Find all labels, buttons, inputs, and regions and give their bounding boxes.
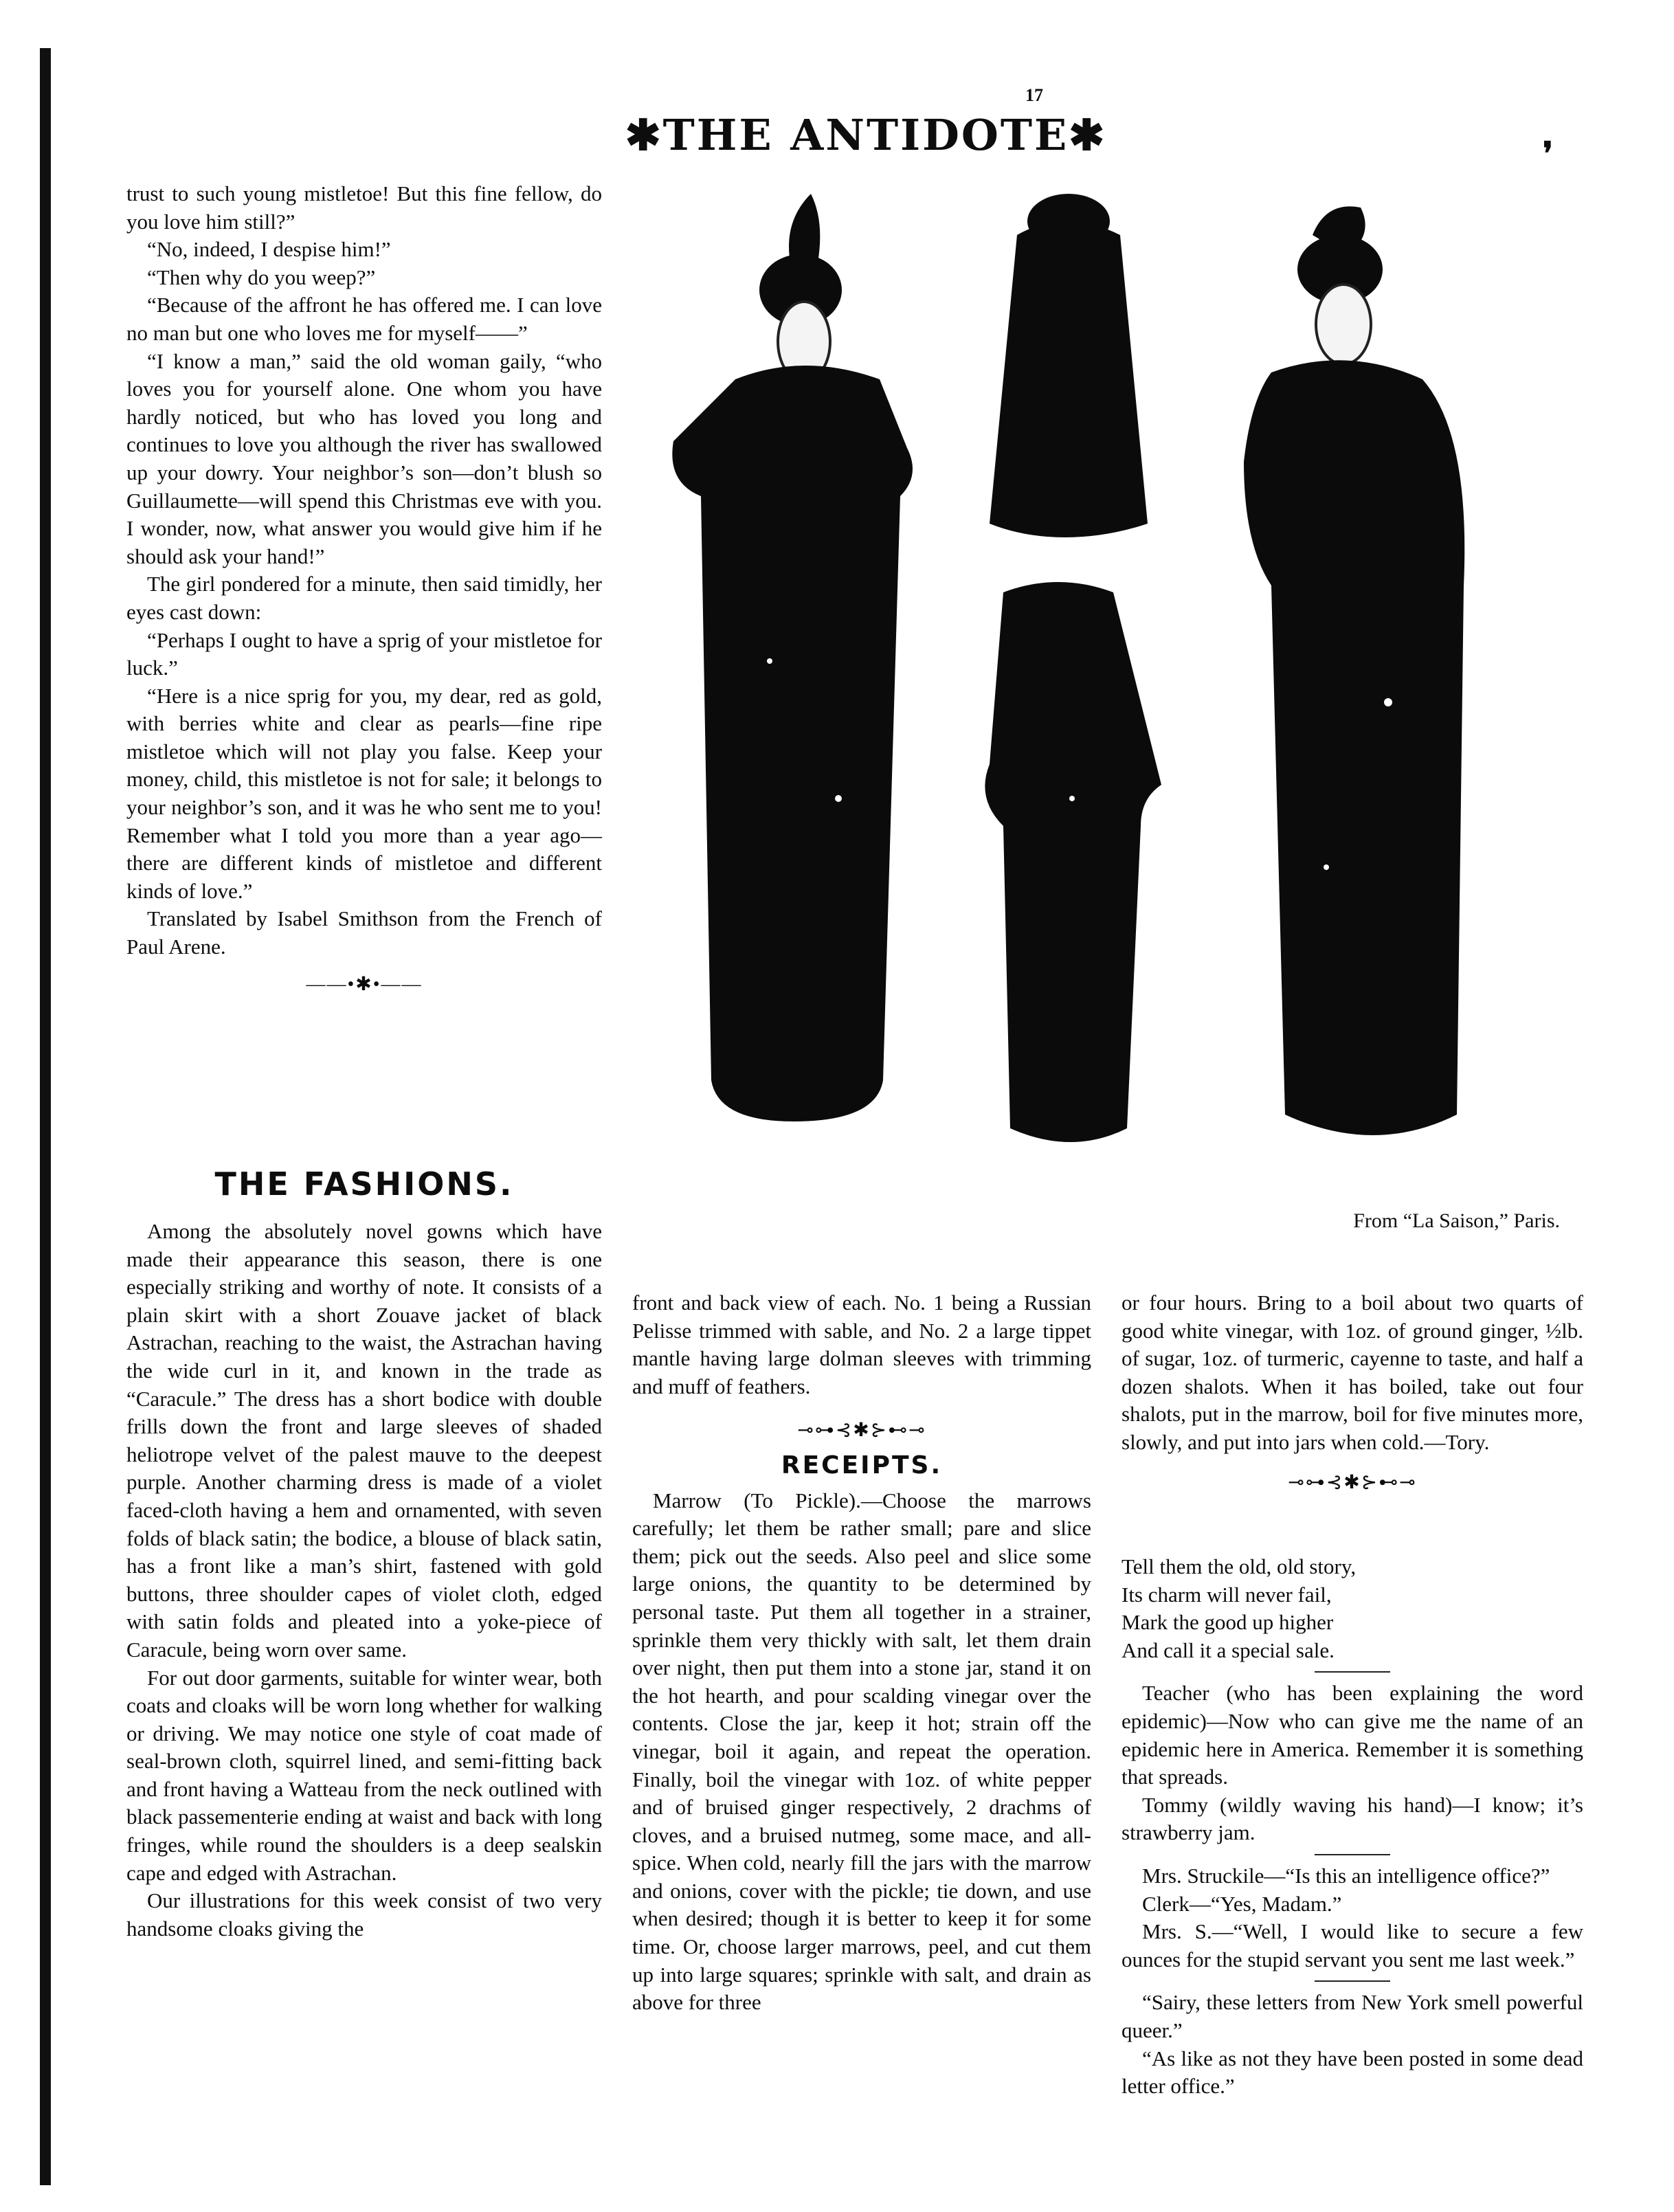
joke-line: Clerk—“Yes, Madam.”: [1142, 1891, 1342, 1916]
fashions-heading: THE FASHIONS.: [214, 1165, 514, 1203]
column-three: [1121, 1289, 1583, 1509]
masthead-title: ✱THE ANTIDOTE✱: [625, 110, 1107, 160]
story-paragraph: “Then why do you weep?”: [147, 265, 376, 289]
story-continuation: [126, 180, 602, 998]
article-paragraph: Our illustrations for this week consist of two very handsome cloaks giving the: [126, 1888, 602, 1941]
humor-column: [1121, 1553, 1583, 2101]
joke-line: Mrs. Struckile—“Is this an intelligence office?”: [1142, 1863, 1550, 1888]
divider-rule: [1315, 1671, 1390, 1673]
verse-line: Mark the good up higher: [1121, 1610, 1334, 1635]
recipe-text: Marrow (To Pickle).—Choose the marrows carefully; let them be rather small; pare and slice them; pick out the seeds. Also peel and slice some large onions, the quantity to be determined by personal taste. Put them all together in a strainer, sprinkle them very thickly with salt, let them drain over night, then put them into a stone jar, stand it on the hot hearth, and pour scalding vinegar over the contents. Close the jar, keep it hot; strain off the vinegar, boil it again, and repeat the operation. Finally, boil the vinegar with 1oz. of white pepper and of bruised ginger respectively, 2 drachms of cloves, and a bruised nutmeg, some mace, and all-spice. When cold, nearly fill the jars with the marrow and onions, cover with the pickle; tie down, and use when desired; though it is better to keep it for some time. Or, choose larger marrows, peel, and cut them up into large squares; sprinkle with salt, and drain as above for three: [632, 1488, 1091, 2015]
story-paragraph: “I know a man,” said the old woman gaily, “who loves you for yourself alone. One whom you have hardly noticed, but who has loved you long and continues to love you although the river has swallowed up your dowry. Your neighbor’s son—don’t blush so Guillaumette—will spend this Christmas eve with you. I wonder, now, what answer you would give him if he should ask your hand!”: [126, 348, 602, 568]
joke-line: Mrs. S.—“Well, I would like to secure a few ounces for the stupid servant you sent me last week.”: [1121, 1919, 1583, 1971]
fashions-article: [126, 1218, 602, 1943]
joke-line: Tommy (wildly waving his hand)—I know; it’s strawberry jam.: [1121, 1792, 1583, 1845]
verse: [1121, 1553, 1583, 1664]
ornament-divider: ——•✱•——: [306, 973, 423, 995]
joke-line: “Sairy, these letters from New York smell powerful queer.”: [1121, 1990, 1583, 2042]
cloaks-illustration: [632, 180, 1581, 1183]
page-number: 17: [1025, 85, 1043, 105]
joke-line: Teacher (who has been explaining the word epidemic)—Now who can give me the name of an epidemic here in America. Remember it is something that spreads.: [1121, 1681, 1583, 1789]
story-paragraph: The girl pondered for a minute, then said timidly, her eyes cast down:: [126, 572, 602, 624]
ornament-divider: ⊸⊶⊰✱⊱⊷⊸: [797, 1420, 926, 1442]
story-credit: Translated by Isabel Smithson from the French of Paul Arene.: [126, 906, 602, 959]
receipts-heading: RECEIPTS.: [781, 1451, 943, 1479]
article-paragraph: For out door garments, suitable for winter wear, both coats and cloaks will be worn long whether for walking or driving. We may notice one style of coat made of seal-brown cloth, squirrel lined, and semi-fitting back and front having a Watteau from the neck outlined with black passementerie ending at waist and back with long fringes, while round the shoulders is a deep sealskin cape and edged with Astrachan.: [126, 1665, 602, 1885]
margin-mark: ❜: [1543, 136, 1553, 171]
column-two: [632, 1289, 1091, 2017]
verse-line: And call it a special sale.: [1121, 1638, 1335, 1662]
ornament-divider: ⊸⊶⊰✱⊱⊷⊸: [1288, 1471, 1417, 1493]
recipe-continuation: or four hours. Bring to a boil about two quarts of good white vinegar, with 1oz. of ground ginger, ½lb. of sugar, 1oz. of turmeric, cayenne to taste, and half a dozen shalots. When it has boiled, take out four shalots, put in the marrow, boil for five minutes more, slowly, and put into jars when cold.—Tory.: [1121, 1291, 1583, 1454]
verse-line: Its charm will never fail,: [1121, 1582, 1332, 1607]
divider-rule: [1315, 1854, 1390, 1855]
article-continuation: front and back view of each. No. 1 being a Russian Pelisse trimmed with sable, and No. 2 a large tippet mantle having large dolman sleeves with trimming and muff of feathers.: [632, 1291, 1091, 1398]
article-paragraph: Among the absolutely novel gowns which have made their appearance this season, there is one especially striking and worthy of note. It consists of a plain skirt with a short Zouave jacket of black Astrachan, reaching to the waist, the Astrachan having the wide curl in it, and known in the trade as “Caracule.” The dress has a short bodice with double frills down the front and large sleeves of shaded heliotrope velvet of the palest mauve to the deepest purple. Another charming dress is made of a violet faced-cloth having a hem and ornamented, with seven folds of black satin; the bodice, a blouse of black satin, has a front like a man’s shirt, fastened with gold buttons, three shoulder capes of violet cloth, edged with satin folds and pleated into a yoke-piece of Caracule, being worn over same.: [126, 1219, 602, 1662]
story-paragraph: “Perhaps I ought to have a sprig of your mistletoe for luck.”: [126, 627, 602, 680]
verse-line: Tell them the old, old story,: [1121, 1554, 1357, 1578]
story-paragraph: “Here is a nice sprig for you, my dear, red as gold, with berries white and clear as pearls—fine ripe mistletoe which will not play you false. Keep your money, child, this mistletoe is not for sale; it belongs to your neighbor’s son, and it was he who sent me to you! Remember what I told you more than a year ago—there are different kinds of mistletoe and different kinds of love.”: [126, 683, 602, 903]
divider-rule: [1315, 1980, 1390, 1982]
story-paragraph: “No, indeed, I despise him!”: [147, 237, 391, 262]
joke-line: “As like as not they have been posted in some dead letter office.”: [1121, 2046, 1583, 2099]
story-paragraph: “Because of the affront he has offered me. I can love no man but one who loves me for myself——”: [126, 293, 602, 345]
illustration-caption: From “La Saison,” Paris.: [1353, 1209, 1560, 1232]
page-spine-shadow: [40, 48, 51, 2185]
story-paragraph: trust to such young mistletoe! But this fine fellow, do you love him still?”: [126, 181, 602, 234]
